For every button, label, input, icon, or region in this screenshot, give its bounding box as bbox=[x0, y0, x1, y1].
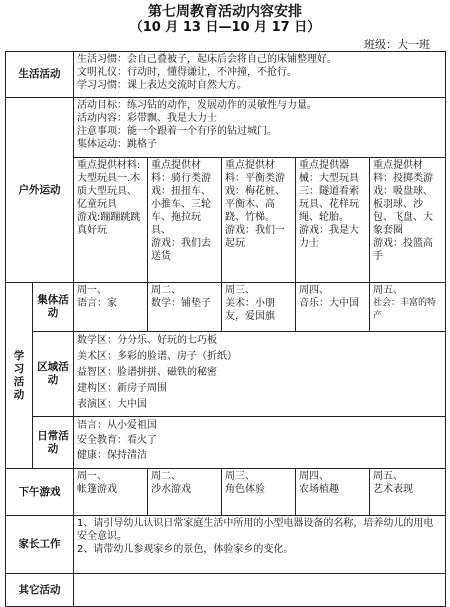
parents-line: 2、请带幼儿参观家乡的景色，体验家乡的变化。 bbox=[77, 544, 294, 555]
area-line: 美术区：多彩的脸谱、房子（折纸） bbox=[77, 351, 237, 362]
group-day-cell bbox=[222, 283, 296, 332]
afternoon-day: 周二、 bbox=[151, 471, 181, 482]
outdoor-content bbox=[74, 98, 446, 158]
outdoor-game: 游戏：投篮高手 bbox=[373, 238, 433, 262]
daily-content bbox=[74, 417, 446, 469]
group-content: 美术：小朋友，爱国旗 bbox=[225, 298, 275, 322]
afternoon-day-cell bbox=[222, 469, 296, 516]
afternoon-content: 艺术表现 bbox=[373, 484, 413, 495]
schedule-table bbox=[5, 51, 446, 607]
group-row bbox=[6, 283, 446, 332]
area-line: 数学区：分分乐、好玩的七巧板 bbox=[77, 335, 217, 346]
group-content: 社会：丰富的特产 bbox=[373, 298, 437, 321]
outdoor-materials: 重点提供材料：平衡类游戏：梅花桩、平衡木、高跷、竹梯。 bbox=[225, 160, 285, 223]
afternoon-content: 农场植趣 bbox=[299, 484, 339, 495]
afternoon-day: 周三、 bbox=[225, 471, 255, 482]
life-line: 文明礼仪：行动时，懂得谦让，不冲撞，不抢行。 bbox=[77, 67, 297, 78]
afternoon-day-cell bbox=[74, 469, 148, 516]
group-day-cell bbox=[148, 283, 222, 332]
group-content: 数学：铺垫子 bbox=[151, 298, 211, 309]
area-line: 益智区：脸谱拼拼、磁铁的秘密 bbox=[77, 367, 217, 378]
other-row bbox=[6, 574, 446, 607]
daily-line: 语言：从小爱祖国 bbox=[77, 420, 157, 431]
outdoor-day-cell bbox=[296, 158, 370, 283]
outdoor-line: 注意事项：能一个跟着一个有序的钻过城门。 bbox=[77, 126, 277, 137]
group-content: 语言：家 bbox=[77, 298, 117, 309]
life-line: 生活习惯：会自己叠被子，起床后会将自己的床铺整理好。 bbox=[77, 54, 337, 65]
afternoon-content: 沙水游戏 bbox=[151, 484, 191, 495]
group-day-cell bbox=[370, 283, 446, 332]
group-label: 集体活动 bbox=[33, 283, 74, 332]
life-content bbox=[74, 52, 446, 98]
outdoor-materials: 重点提供材料:大型玩具一.木质大型玩具、亿童玩具 bbox=[77, 160, 141, 210]
daily-line: 安全教育：看火了 bbox=[77, 435, 157, 446]
outdoor-game: 游戏：我们去送货 bbox=[151, 238, 211, 262]
area-line: 建构区：新房子周围 bbox=[77, 383, 167, 394]
outdoor-day-cell bbox=[74, 158, 148, 283]
daily-line: 健康：保持清洁 bbox=[77, 450, 147, 461]
outdoor-materials: 重点提供材料：投掷类游戏：吸盘球、板羽球、沙包、飞盘、大象套圈 bbox=[373, 160, 433, 236]
parents-content bbox=[74, 516, 446, 574]
other-content bbox=[74, 574, 446, 607]
afternoon-day-cell bbox=[370, 469, 446, 516]
daily-row bbox=[6, 417, 446, 469]
afternoon-day-cell bbox=[148, 469, 222, 516]
area-row bbox=[6, 332, 446, 417]
afternoon-content: 帐篷游戏 bbox=[77, 484, 117, 495]
group-day: 周四、 bbox=[299, 285, 329, 296]
afternoon-day: 周四、 bbox=[299, 471, 329, 482]
area-label: 区域活动 bbox=[33, 332, 74, 417]
group-day: 周五、 bbox=[373, 285, 403, 296]
outdoor-game: 游戏:蹦蹦跳跳真好玩 bbox=[77, 212, 141, 236]
outdoor-line: 活动目标：练习钻的动作，发展动作的灵敏性与力量。 bbox=[77, 100, 317, 111]
afternoon-day: 周一、 bbox=[77, 471, 107, 482]
life-label: 生活活动 bbox=[6, 52, 74, 98]
parents-label: 家长工作 bbox=[6, 516, 74, 574]
parents-line: 1、请引导幼儿认识日常家庭生活中所用的小型电器设备的名称，培养幼儿的用电安全意识。 bbox=[77, 518, 434, 542]
page-title: 第七周教育活动内容安排 bbox=[148, 4, 302, 20]
group-day: 周二、 bbox=[151, 285, 181, 296]
outdoor-day-cell bbox=[222, 158, 296, 283]
afternoon-day-cell bbox=[296, 469, 370, 516]
outdoor-materials: 重点提供器械：大型玩具三：隧道看索玩具、花样玩绳、轮胎。 bbox=[299, 160, 359, 223]
class-label: 班级：大一班 bbox=[364, 38, 430, 51]
outdoor-day-cell bbox=[370, 158, 446, 283]
study-label: 学习活动 bbox=[6, 283, 33, 469]
outdoor-row-top bbox=[6, 98, 446, 158]
outdoor-materials: 重点提供材料：骑行类游戏：扭扭车、小推车、三轮车、拖拉玩具、 bbox=[151, 160, 211, 236]
daily-label: 日常活动 bbox=[33, 417, 74, 469]
outdoor-line: 集体运动：跳格子 bbox=[77, 139, 157, 150]
group-content: 音乐：大中国 bbox=[299, 298, 359, 309]
group-day: 周三、 bbox=[225, 285, 255, 296]
outdoor-day-cell bbox=[148, 158, 222, 283]
outdoor-line: 活动内容：彩带飘、我是大力士 bbox=[77, 113, 217, 124]
date-range: （10 月 13 日—10 月 17 日） bbox=[129, 20, 321, 35]
group-day: 周一、 bbox=[77, 285, 107, 296]
afternoon-day: 周五、 bbox=[373, 471, 403, 482]
afternoon-content: 角色体验 bbox=[225, 484, 265, 495]
outdoor-label: 户外运动 bbox=[6, 98, 74, 283]
group-day-cell bbox=[74, 283, 148, 332]
life-line: 学习习惯：课上表达交流时自然大方。 bbox=[77, 80, 247, 91]
afternoon-row bbox=[6, 469, 446, 516]
parents-row bbox=[6, 516, 446, 574]
life-row bbox=[6, 52, 446, 98]
other-label: 其它活动 bbox=[6, 574, 74, 607]
area-line: 表演区：大中国 bbox=[77, 399, 147, 410]
outdoor-game: 游戏：我们一起玩 bbox=[225, 225, 285, 249]
afternoon-label: 下午游戏 bbox=[6, 469, 74, 516]
outdoor-game: 游戏：我是大力士 bbox=[299, 225, 359, 249]
group-day-cell bbox=[296, 283, 370, 332]
area-content bbox=[74, 332, 446, 417]
